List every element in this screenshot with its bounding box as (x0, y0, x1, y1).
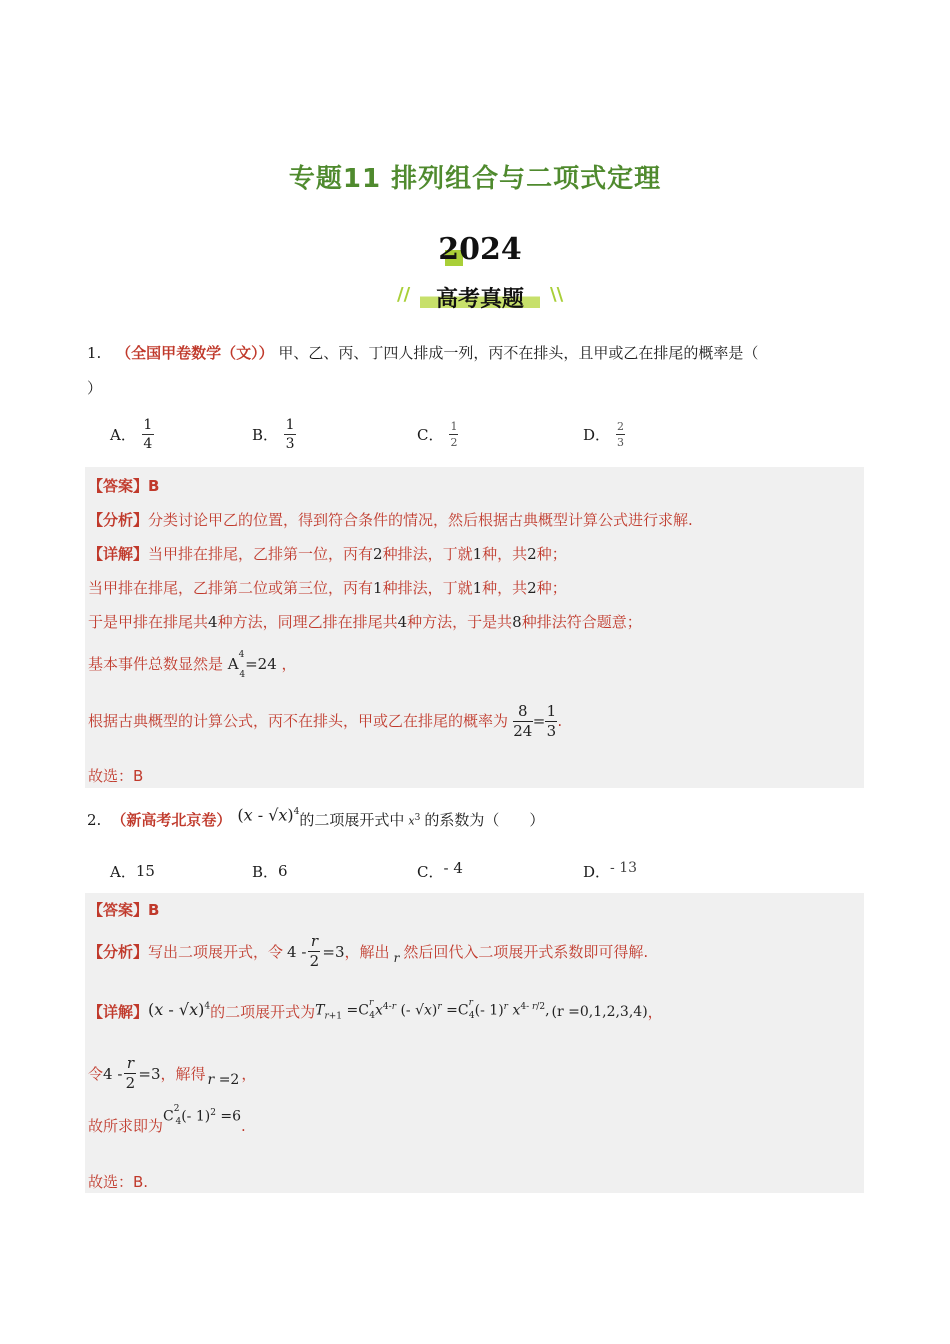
option-value: 6 (278, 862, 288, 880)
slash-decoration-left: // (397, 284, 411, 305)
section-label: 高考真题 (420, 282, 540, 308)
detail-line-1: 【详解】当甲排在排尾，乙排第一位，丙有2种排法，丁就1种，共2种； (88, 545, 567, 563)
answer-box-q2 (85, 893, 864, 1193)
option-value: - 13 (610, 860, 638, 876)
question-source: （新高考北京卷） (111, 810, 232, 829)
year-text: 2024 (438, 232, 522, 267)
option-fraction: $\frac{2}{3}$ (617, 419, 625, 449)
analysis-line: 【分析】 写出二项展开式，令 4 - r 2 =3 ，解出 r 然后回代入二项展开式系数即可得解. (88, 932, 649, 970)
detail-line-5: 根据古典概型的计算公式，丙不在排头，甲或乙在排尾的概率为 $\frac{8}{24}$ = $\frac{1}{3}$ . (88, 702, 563, 740)
choose-line: 故选：B. (88, 1173, 149, 1191)
option-b[interactable] (252, 851, 288, 891)
x-cubed: $x^3$ (408, 813, 421, 828)
option-label: B． (252, 425, 279, 444)
detail-line-2: 当甲排在排尾，乙排第二位或第三位，丙有1种排法，丁就1种，共2种； (88, 579, 567, 597)
question-stem: 甲、乙、丙、丁四人排成一列，丙不在排头，且甲或乙在排尾的概率是（ (278, 344, 759, 362)
answer-box-q1 (85, 467, 864, 788)
option-label: C． (417, 425, 444, 444)
question-1 (87, 343, 847, 363)
page-title: 专题11 排列组合与二项式定理 (288, 164, 662, 194)
options-q1 (110, 412, 710, 456)
option-label: D． (583, 425, 611, 444)
option-label: B． (252, 862, 279, 881)
options-q2 (110, 851, 710, 895)
option-d[interactable] (583, 412, 625, 456)
general-term-formula: $T_{r+1} =C^r_4x^{4-r}$ (- $√x)^r =C^r_4(-$ 1)$^r$ $x^{4- r/2}$, (315, 997, 550, 1022)
detail-line-2: 令 4 - r 2 =3 ，解得 r =2 ， (88, 1054, 257, 1092)
binomial-expression: (x - √x)$^4$ (237, 805, 300, 825)
question-number: 2. (87, 810, 102, 829)
option-value: 15 (135, 862, 155, 880)
choose-line: 故选：B (88, 767, 144, 785)
option-b[interactable] (252, 412, 296, 456)
answer-line: 【答案】B (88, 901, 160, 919)
question-stem-end: ） (87, 379, 103, 397)
coefficient-formula: $C^2_4(-$ 1)$^2$ =6 (163, 1103, 242, 1128)
option-fraction: $\frac{1}{4}$ (143, 416, 153, 452)
question-number: 1. (87, 344, 102, 362)
year-banner (395, 232, 565, 312)
option-c[interactable] (417, 851, 463, 891)
option-label: C． (417, 862, 444, 881)
slash-decoration-right: \\ (550, 284, 564, 305)
option-label: A． (110, 862, 136, 881)
analysis-line: 【分析】分类讨论甲乙的位置，得到符合条件的情况，然后根据古典概型计算公式进行求解. (88, 511, 693, 529)
detail-line-1: 【详解】 (x - √x)$^4$ 的二项展开式为 $T_{r+1} =C^r_4x^{4-r}$ (- $√x)^r =C^r_4(-$ 1)$^r$ $x^{4- r/2}$, (r =0,1,2,3,4) ， (88, 997, 663, 1022)
option-a[interactable] (110, 851, 155, 891)
question-stem: 的二项展开式中 (299, 810, 405, 829)
option-d[interactable] (583, 851, 637, 891)
option-fraction: $\frac{1}{2}$ (450, 419, 458, 449)
answer-line: 【答案】B (88, 477, 160, 495)
detail-line-3: 于是甲排在排尾共4种方法，同理乙排在排尾共4种方法，于是共8种排法符合题意； (88, 613, 642, 631)
detail-line-4: 基本事件总数显然是 $A^4_4=24$ ， (88, 650, 297, 680)
option-a[interactable] (110, 412, 154, 456)
question-source: （全国甲卷数学（文）） (116, 344, 274, 362)
option-label: D． (583, 862, 611, 881)
question-2 (87, 805, 847, 832)
option-c[interactable] (417, 412, 458, 456)
question-stem-end: 的系数为（ ） (424, 810, 545, 829)
permutation-formula: $A^4_4=24$ (227, 650, 277, 680)
detail-line-3: 故所求即为 $C^2_4(-$ 1)$^2$ =6 . (88, 1103, 246, 1135)
option-label: A． (110, 425, 136, 444)
option-fraction: $\frac{1}{3}$ (285, 416, 295, 452)
option-value: - 4 (443, 859, 463, 877)
